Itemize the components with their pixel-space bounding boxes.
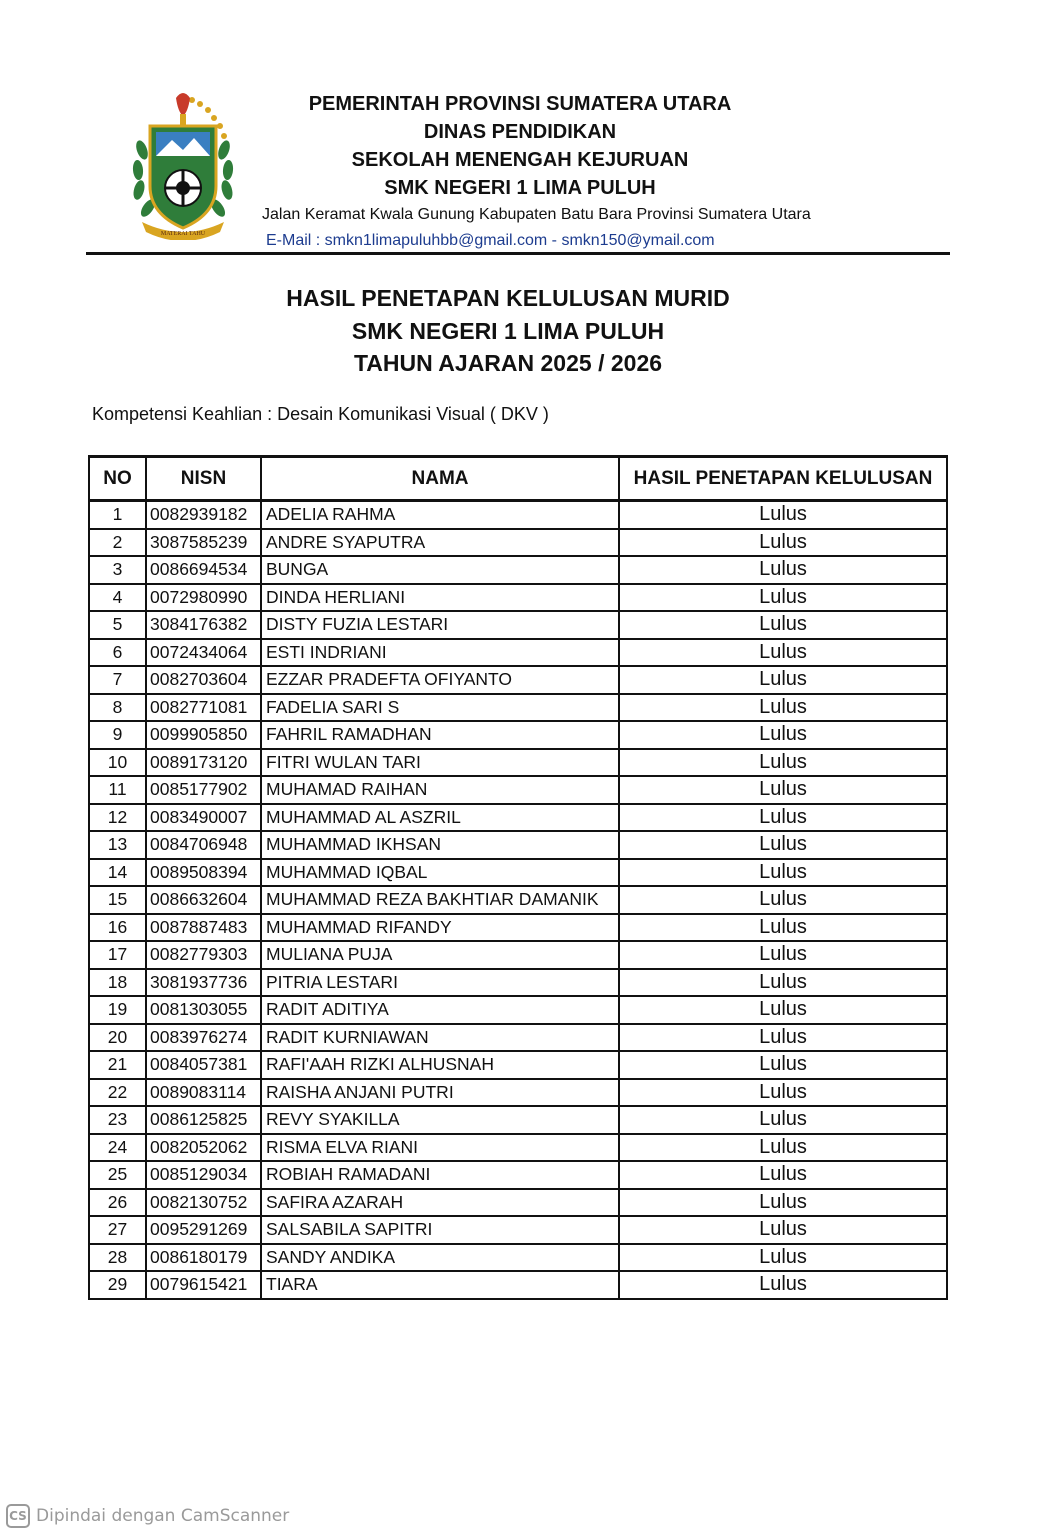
cell-nama: FADELIA SARI S bbox=[261, 694, 619, 722]
cell-nisn: 0081303055 bbox=[146, 996, 261, 1024]
cell-nisn: 0086632604 bbox=[146, 886, 261, 914]
table-header-row bbox=[89, 457, 947, 501]
cell-nisn: 0082703604 bbox=[146, 666, 261, 694]
cell-nisn: 3084176382 bbox=[146, 611, 261, 639]
cell-nisn: 0099905850 bbox=[146, 721, 261, 749]
table-row bbox=[89, 1189, 947, 1217]
table-row bbox=[89, 556, 947, 584]
cell-no: 12 bbox=[89, 804, 146, 832]
camscanner-watermark bbox=[6, 1504, 289, 1528]
cell-no: 11 bbox=[89, 776, 146, 804]
table-row bbox=[89, 1271, 947, 1299]
table-row bbox=[89, 941, 947, 969]
table-row bbox=[89, 886, 947, 914]
cell-no: 17 bbox=[89, 941, 146, 969]
cell-nisn: 0079615421 bbox=[146, 1271, 261, 1299]
table-row bbox=[89, 859, 947, 887]
cell-no: 25 bbox=[89, 1161, 146, 1189]
graduation-results-table bbox=[88, 455, 948, 1300]
letterhead-school-type: SEKOLAH MENENGAH KEJURUAN bbox=[351, 149, 689, 171]
cell-no: 6 bbox=[89, 639, 146, 667]
cell-nama: ROBIAH RAMADANI bbox=[261, 1161, 619, 1189]
cell-hasil: Lulus bbox=[619, 804, 947, 832]
cell-hasil: Lulus bbox=[619, 749, 947, 777]
cell-hasil: Lulus bbox=[619, 1271, 947, 1299]
cell-nisn: 0085177902 bbox=[146, 776, 261, 804]
letterhead-government: PEMERINTAH PROVINSI SUMATERA UTARA bbox=[308, 93, 732, 115]
letterhead-school-name: SMK NEGERI 1 LIMA PULUH bbox=[384, 177, 656, 199]
table-row bbox=[89, 749, 947, 777]
cell-no: 19 bbox=[89, 996, 146, 1024]
cell-nama: RAISHA ANJANI PUTRI bbox=[261, 1079, 619, 1107]
cell-hasil: Lulus bbox=[619, 831, 947, 859]
cell-hasil: Lulus bbox=[619, 584, 947, 612]
table-row bbox=[89, 776, 947, 804]
cell-no: 13 bbox=[89, 831, 146, 859]
cell-no: 16 bbox=[89, 914, 146, 942]
cell-nama: MUHAMMAD RIFANDY bbox=[261, 914, 619, 942]
cell-no: 28 bbox=[89, 1244, 146, 1272]
cell-no: 24 bbox=[89, 1134, 146, 1162]
cell-nama: ANDRE SYAPUTRA bbox=[261, 529, 619, 557]
cell-nama: PITRIA LESTARI bbox=[261, 969, 619, 997]
cell-nama: RADIT ADITIYA bbox=[261, 996, 619, 1024]
cell-nisn: 0085129034 bbox=[146, 1161, 261, 1189]
header-no: NO bbox=[89, 457, 146, 501]
cell-hasil: Lulus bbox=[619, 941, 947, 969]
cell-nama: MUHAMMAD AL ASZRIL bbox=[261, 804, 619, 832]
letterhead-address: Jalan Keramat Kwala Gunung Kabupaten Batu Bara Provinsi Sumatera Utara bbox=[262, 206, 811, 223]
header-hasil: HASIL PENETAPAN KELULUSAN bbox=[619, 457, 947, 501]
cell-no: 14 bbox=[89, 859, 146, 887]
cell-hasil: Lulus bbox=[619, 1244, 947, 1272]
table-row bbox=[89, 639, 947, 667]
cell-nama: SALSABILA SAPITRI bbox=[261, 1216, 619, 1244]
cell-hasil: Lulus bbox=[619, 694, 947, 722]
cell-nisn: 0082130752 bbox=[146, 1189, 261, 1217]
cell-nama: BUNGA bbox=[261, 556, 619, 584]
table-row bbox=[89, 1244, 947, 1272]
table-row bbox=[89, 1024, 947, 1052]
letterhead-email: E-Mail : smkn1limapuluhbb@gmail.com - smkn150@ymail.com bbox=[266, 232, 715, 249]
cell-nisn: 0086694534 bbox=[146, 556, 261, 584]
cell-nisn: 0082052062 bbox=[146, 1134, 261, 1162]
cell-no: 18 bbox=[89, 969, 146, 997]
cell-hasil: Lulus bbox=[619, 721, 947, 749]
cell-hasil: Lulus bbox=[619, 666, 947, 694]
cell-nisn: 0082779303 bbox=[146, 941, 261, 969]
cell-nisn: 0072434064 bbox=[146, 639, 261, 667]
table-row bbox=[89, 1134, 947, 1162]
table-row bbox=[89, 1051, 947, 1079]
cell-no: 27 bbox=[89, 1216, 146, 1244]
cell-hasil: Lulus bbox=[619, 1189, 947, 1217]
cell-no: 9 bbox=[89, 721, 146, 749]
cell-nisn: 0082939182 bbox=[146, 501, 261, 529]
title-line-2: SMK NEGERI 1 LIMA PULUH bbox=[351, 317, 665, 344]
table-row bbox=[89, 914, 947, 942]
title-line-3: TAHUN AJARAN 2025 / 2026 bbox=[353, 350, 663, 376]
cell-nama: ESTI INDRIANI bbox=[261, 639, 619, 667]
cell-nisn: 3087585239 bbox=[146, 529, 261, 557]
cell-nama: FAHRIL RAMADHAN bbox=[261, 721, 619, 749]
cell-nama: DINDA HERLIANI bbox=[261, 584, 619, 612]
cell-nisn: 0083976274 bbox=[146, 1024, 261, 1052]
cell-no: 22 bbox=[89, 1079, 146, 1107]
cell-nama: RISMA ELVA RIANI bbox=[261, 1134, 619, 1162]
cell-nama: RAFI'AAH RIZKI ALHUSNAH bbox=[261, 1051, 619, 1079]
table-row bbox=[89, 694, 947, 722]
cell-no: 5 bbox=[89, 611, 146, 639]
letterhead-divider bbox=[86, 252, 950, 255]
cell-hasil: Lulus bbox=[619, 969, 947, 997]
table-row bbox=[89, 529, 947, 557]
cell-hasil: Lulus bbox=[619, 776, 947, 804]
cell-nisn: 0087887483 bbox=[146, 914, 261, 942]
letterhead bbox=[250, 90, 930, 254]
cell-nama: EZZAR PRADEFTA OFIYANTO bbox=[261, 666, 619, 694]
cell-hasil: Lulus bbox=[619, 639, 947, 667]
cell-nisn: 3081937736 bbox=[146, 969, 261, 997]
table-row bbox=[89, 666, 947, 694]
cell-nama: FITRI WULAN TARI bbox=[261, 749, 619, 777]
cell-no: 7 bbox=[89, 666, 146, 694]
cell-no: 10 bbox=[89, 749, 146, 777]
cell-nama: MUHAMMAD REZA BAKHTIAR DAMANIK bbox=[261, 886, 619, 914]
cell-nama: TIARA bbox=[261, 1271, 619, 1299]
cell-nisn: 0086180179 bbox=[146, 1244, 261, 1272]
cell-no: 29 bbox=[89, 1271, 146, 1299]
cell-hasil: Lulus bbox=[619, 996, 947, 1024]
table-row bbox=[89, 721, 947, 749]
cell-nisn: 0089173120 bbox=[146, 749, 261, 777]
cell-hasil: Lulus bbox=[619, 1161, 947, 1189]
cell-hasil: Lulus bbox=[619, 1079, 947, 1107]
cell-nama: MUHAMMAD IKHSAN bbox=[261, 831, 619, 859]
cell-no: 21 bbox=[89, 1051, 146, 1079]
table-row bbox=[89, 584, 947, 612]
cell-nisn: 0072980990 bbox=[146, 584, 261, 612]
cell-nisn: 0095291269 bbox=[146, 1216, 261, 1244]
logo-ribbon-text: MATERAI TAHU bbox=[160, 231, 206, 237]
cell-nisn: 0084057381 bbox=[146, 1051, 261, 1079]
cell-hasil: Lulus bbox=[619, 914, 947, 942]
cell-nama: MULIANA PUJA bbox=[261, 941, 619, 969]
table-row bbox=[89, 1106, 947, 1134]
cell-nama: RADIT KURNIAWAN bbox=[261, 1024, 619, 1052]
school-emblem-logo bbox=[128, 90, 238, 240]
cell-no: 2 bbox=[89, 529, 146, 557]
cell-no: 26 bbox=[89, 1189, 146, 1217]
cell-hasil: Lulus bbox=[619, 859, 947, 887]
table-row bbox=[89, 831, 947, 859]
cell-hasil: Lulus bbox=[619, 556, 947, 584]
cell-nama: MUHAMMAD IQBAL bbox=[261, 859, 619, 887]
cell-hasil: Lulus bbox=[619, 1134, 947, 1162]
cell-nama: DISTY FUZIA LESTARI bbox=[261, 611, 619, 639]
cell-hasil: Lulus bbox=[619, 1051, 947, 1079]
cell-nama: ADELIA RAHMA bbox=[261, 501, 619, 529]
cell-no: 3 bbox=[89, 556, 146, 584]
cell-no: 4 bbox=[89, 584, 146, 612]
cell-no: 15 bbox=[89, 886, 146, 914]
cell-nama: REVY SYAKILLA bbox=[261, 1106, 619, 1134]
competency-label: Kompetensi Keahlian : Desain Komunikasi Visual ( DKV ) bbox=[92, 404, 549, 424]
table-row bbox=[89, 501, 947, 529]
cell-no: 20 bbox=[89, 1024, 146, 1052]
cell-no: 1 bbox=[89, 501, 146, 529]
header-nisn: NISN bbox=[146, 457, 261, 501]
cell-hasil: Lulus bbox=[619, 611, 947, 639]
letterhead-department: DINAS PENDIDIKAN bbox=[423, 121, 617, 143]
cell-hasil: Lulus bbox=[619, 1106, 947, 1134]
cell-hasil: Lulus bbox=[619, 529, 947, 557]
cell-hasil: Lulus bbox=[619, 1024, 947, 1052]
title-line-1: HASIL PENETAPAN KELULUSAN MURID bbox=[286, 285, 730, 311]
cell-nisn: 0084706948 bbox=[146, 831, 261, 859]
table-row bbox=[89, 611, 947, 639]
cell-nisn: 0082771081 bbox=[146, 694, 261, 722]
camscanner-text: Dipindai dengan CamScanner bbox=[36, 1506, 290, 1526]
table-row bbox=[89, 996, 947, 1024]
camscanner-logo-icon: CS bbox=[6, 1504, 30, 1528]
document-title bbox=[86, 282, 950, 380]
cell-hasil: Lulus bbox=[619, 1216, 947, 1244]
table-body bbox=[89, 501, 947, 1299]
table-row bbox=[89, 804, 947, 832]
table-row bbox=[89, 969, 947, 997]
cell-nisn: 0089508394 bbox=[146, 859, 261, 887]
cell-nama: SAFIRA AZARAH bbox=[261, 1189, 619, 1217]
cell-nisn: 0089083114 bbox=[146, 1079, 261, 1107]
cell-hasil: Lulus bbox=[619, 501, 947, 529]
cell-nama: MUHAMAD RAIHAN bbox=[261, 776, 619, 804]
table-row bbox=[89, 1216, 947, 1244]
cell-hasil: Lulus bbox=[619, 886, 947, 914]
table-row bbox=[89, 1079, 947, 1107]
cell-nama: SANDY ANDIKA bbox=[261, 1244, 619, 1272]
table-row bbox=[89, 1161, 947, 1189]
cell-no: 23 bbox=[89, 1106, 146, 1134]
cell-nisn: 0086125825 bbox=[146, 1106, 261, 1134]
cell-nisn: 0083490007 bbox=[146, 804, 261, 832]
cell-no: 8 bbox=[89, 694, 146, 722]
header-nama: NAMA bbox=[261, 457, 619, 501]
